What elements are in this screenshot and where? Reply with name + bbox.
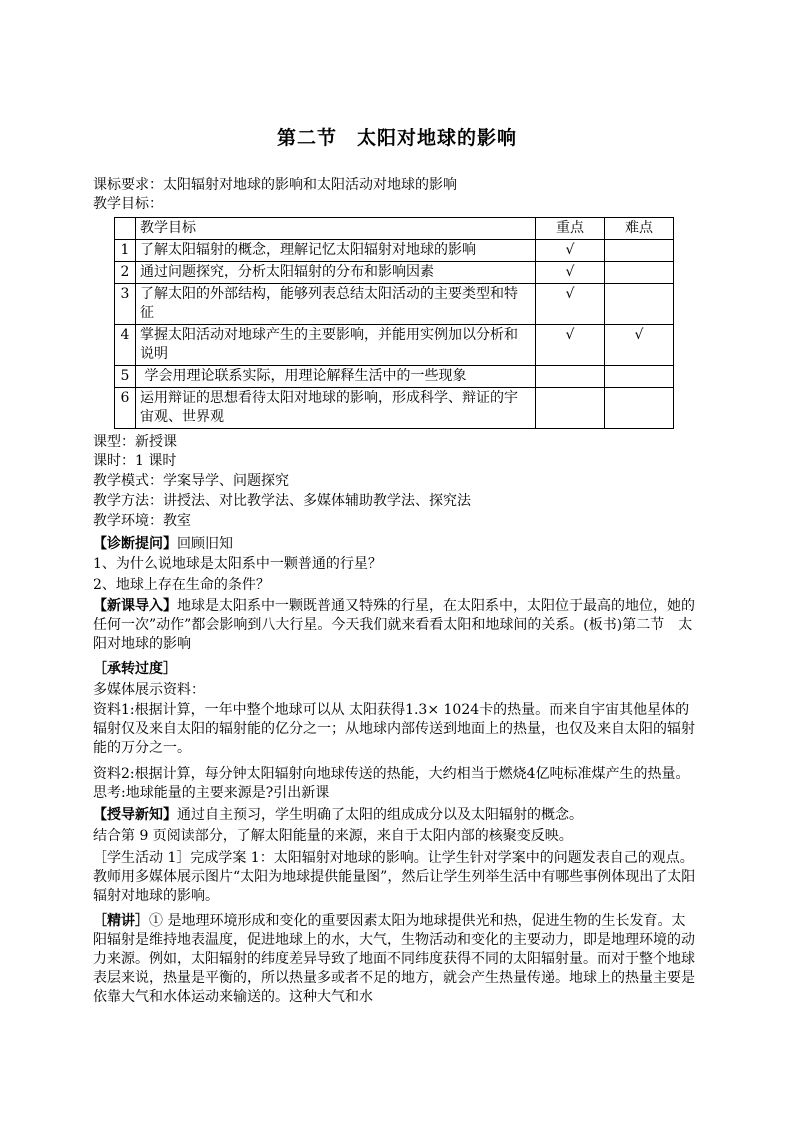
page-title: 第二节 太阳对地球的影响 [276, 127, 517, 149]
row-difficulty-mark [605, 262, 674, 284]
row-number: 6 [115, 388, 136, 429]
row-goal: 了解太阳的外部结构，能够列表总结太阳活动的主要类型和特征 [136, 284, 536, 325]
lecture-paragraph [93, 912, 699, 1007]
intro-paragraph [93, 597, 699, 654]
table-row [115, 240, 674, 262]
row-number: 1 [115, 240, 136, 262]
row-key-mark [536, 388, 605, 429]
media-label: 多媒体展示资料： [93, 682, 205, 698]
student-activity: ［学生活动 1］完成学案 1：太阳辐射对地球的影响。让学生针对学案中的问题发表自己的观点。教师用多媒体展示图片“太阳为地球提供能量图”，然后让学生列举生活中有哪些事例体现出了太阳辐射对地球的影响。 [93, 850, 696, 904]
teaching-methods: 教学方法：讲授法、对比教学法、多媒体辅助教学法、探究法 [93, 493, 471, 509]
row-difficulty-mark: √ [605, 325, 674, 366]
diagnose-section [93, 535, 233, 554]
row-key-mark: √ [536, 284, 605, 325]
table-cell [115, 218, 136, 240]
curriculum-requirement: 课标要求：太阳辐射对地球的影响和太阳活动对地球的影响 [93, 177, 457, 193]
row-key-mark [536, 366, 605, 388]
table-header-row [115, 218, 674, 240]
lecture-text: ① 是地理环境形成和变化的重要因素太阳为地球提供光和热，促进生物的生长发育。太阳辐射是维持地表温度，促进地球上的水，大气，生物活动和变化的主要动力，即是地理环境的动力来源。例如，太阳辐射的纬度差异导致了地面不同纬度获得不同的太阳辐射量。而对于整个地球表层来说，热量是平衡的，所以热量多或者不足的地方，就会产生热量传递。地球上的热量主要是依靠大气和水体运动来输送的。这种大气和水 [93, 913, 695, 1005]
question-2: 2、地球上存在生命的条件？ [93, 577, 270, 593]
table-header-goal: 教学目标 [136, 218, 536, 240]
diagnose-text: 回顾旧知 [177, 536, 233, 552]
row-number: 2 [115, 262, 136, 284]
teach-tag: 【授导新知】 [93, 807, 177, 823]
intro-tag: 【新课导入】 [93, 598, 177, 614]
table-row [115, 325, 674, 366]
lecture-tag: ［精讲］ [93, 913, 149, 929]
diagnose-tag: 【诊断提问】 [93, 536, 177, 552]
teaching-mode: 教学模式：学案导学、问题探究 [93, 473, 289, 489]
row-goal: 学会用理论联系实际，用理论解释生活中的一些现象 [136, 366, 536, 388]
row-difficulty-mark [605, 366, 674, 388]
teach-text: 通过自主预习，学生明确了太阳的组成成分以及太阳辐射的概念。 [177, 807, 583, 823]
row-key-mark: √ [536, 240, 605, 262]
row-key-mark: √ [536, 262, 605, 284]
row-goal: 运用辩证的思想看待太阳对地球的影响，形成科学、辩证的宇宙观、世界观 [136, 388, 536, 429]
row-difficulty-mark [605, 240, 674, 262]
row-goal: 掌握太阳活动对地球产生的主要影响，并能用实例加以分析和说明 [136, 325, 536, 366]
teaching-environment: 教学环境：教室 [93, 513, 191, 529]
row-goal: 了解太阳辐射的概念，理解记忆太阳辐射对地球的影响 [136, 240, 536, 262]
row-difficulty-mark [605, 388, 674, 429]
row-difficulty-mark [605, 284, 674, 325]
intro-text: 地球是太阳系中一颗既普通又特殊的行星，在太阳系中，太阳位于最高的地位，她的任何一次”动作”都会影响到八大行星。今天我们就来看看太阳和地球间的关系。(板书)第二节 太阳对地球的影响 [93, 598, 695, 652]
table-row [115, 262, 674, 284]
goals-label: 教学目标： [93, 196, 163, 212]
table-header-key: 重点 [536, 218, 605, 240]
lesson-hours: 课时：1 课时 [93, 453, 177, 469]
lesson-type: 课型：新授课 [93, 434, 177, 450]
teaching-goals-table [114, 217, 674, 429]
row-number: 4 [115, 325, 136, 366]
row-number: 3 [115, 284, 136, 325]
table-row [115, 284, 674, 325]
row-goal: 通过问题探究，分析太阳辐射的分布和影响因素 [136, 262, 536, 284]
reading-note: 结合第 9 页阅读部分，了解太阳能量的来源，来自于太阳内部的核聚变反映。 [93, 828, 573, 844]
question-1: 1、为什么说地球是太阳系中一颗普通的行星？ [93, 556, 382, 572]
material-2: 资料2:根据计算，每分钟太阳辐射向地球传送的热能，大约相当于燃烧4亿吨标准煤产生的热量。思考:地球能量的主要来源是?引出新课 [93, 766, 690, 801]
teach-section [93, 806, 583, 825]
row-number: 5 [115, 366, 136, 388]
transition-heading: ［承转过度］ [93, 661, 177, 677]
table-header-difficulty: 难点 [605, 218, 674, 240]
table-row [115, 388, 674, 429]
table-row [115, 366, 674, 388]
material-1: 资料1:根据计算，一年中整个地球可以从 太阳获得1.3× 1024卡的热量。而来自宇宙其他星体的辐射仅及来自太阳的辐射能的亿分之一；从地球内部传送到地面上的热量，也仅及来自太阳的辐射能的万分之一。 [93, 702, 695, 756]
row-key-mark: √ [536, 325, 605, 366]
